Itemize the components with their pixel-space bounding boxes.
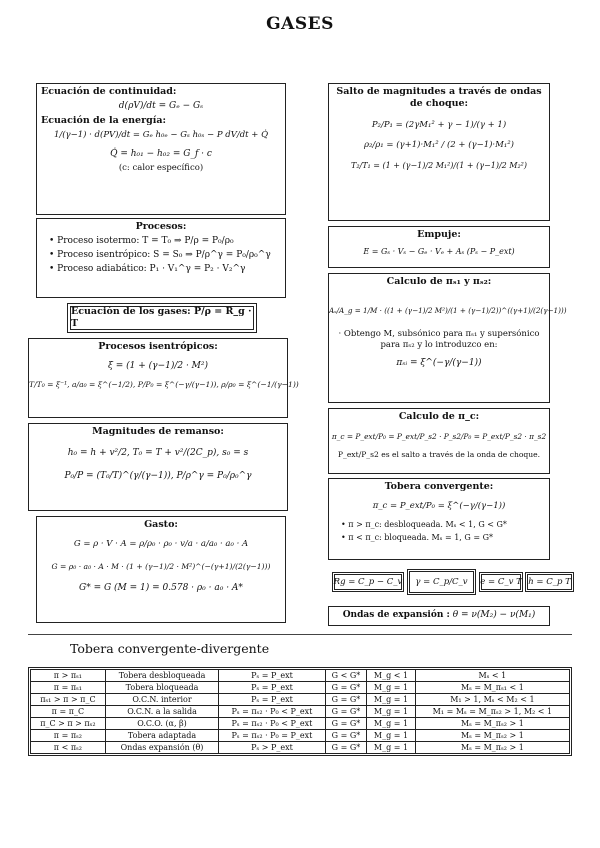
table-cell: G = G* bbox=[325, 718, 367, 730]
table-cell: Mₛ = M_πₛ₂ > 1 bbox=[415, 718, 569, 730]
table-row bbox=[31, 682, 570, 694]
table-cell: Ondas expansión (θ) bbox=[105, 742, 219, 754]
table-cell: M_g = 1 bbox=[367, 694, 416, 706]
table-cell: π = π_C bbox=[31, 706, 106, 718]
table-cell: G < G* bbox=[325, 670, 367, 682]
table-cell: Pₛ > P_ext bbox=[219, 742, 325, 754]
table-cell: M_g = 1 bbox=[367, 718, 416, 730]
empuje-title: Empuje: bbox=[417, 229, 461, 240]
tobera-convergente-item-text: π < π_c: bloqueada. Mₛ = 1, G = G* bbox=[348, 532, 493, 542]
salto-title: Salto de magnitudes a través de ondas de choque: bbox=[336, 86, 542, 109]
remanso-eq2: P₀/P = (T₀/T)^(γ/(γ−1)), P/ρ^γ = P₀/ρ₀^γ bbox=[64, 471, 252, 482]
proceso-adiabatico-text: Proceso adiabático: P₁ · V₁^γ = P₂ · V₂^γ bbox=[57, 264, 246, 275]
table-cell: Tobera adaptada bbox=[105, 730, 219, 742]
expansion-label: Ondas de expansión : bbox=[342, 610, 450, 621]
table-row bbox=[31, 730, 570, 742]
empuje-box bbox=[328, 226, 550, 268]
tobera-cd-table bbox=[30, 669, 570, 754]
table-cell: Pₛ = P_ext bbox=[219, 694, 325, 706]
calculo-pic-box bbox=[328, 408, 550, 474]
empuje-equation: E = Gₛ · Vₛ − Gₑ · Vₑ + Aₛ (Pₛ − P_ext) bbox=[363, 246, 515, 256]
salto-eq1: P₂/P₁ = (2γM₁² + γ − 1)/(γ + 1) bbox=[371, 119, 507, 130]
table-cell: M₁ > 1, Mₛ < M₂ < 1 bbox=[415, 694, 569, 706]
table-cell: G = G* bbox=[325, 682, 367, 694]
tobera-convergente-box bbox=[328, 478, 550, 560]
table-cell: Pₛ = πₛ₂ · P₀ < P_ext bbox=[219, 718, 325, 730]
relation-gamma: γ = C_p/C_v bbox=[409, 571, 474, 593]
table-row bbox=[31, 670, 570, 682]
isentropicos-box bbox=[28, 338, 299, 418]
table-cell: G = G* bbox=[325, 730, 367, 742]
xi-equation: ξ = (1 + (γ−1)/2 · M²) bbox=[107, 360, 209, 371]
remanso-eq1: h₀ = h + v²/2, T₀ = T + v²/(2C_p), s₀ = s bbox=[67, 447, 249, 458]
calculo-pi-text: · Obtengo M, subsónico para πₛ₁ y supersónico para πₛ₂ y lo introduzco en: bbox=[338, 328, 540, 350]
table-cell: M_g = 1 bbox=[367, 706, 416, 718]
table-cell: π_C > π > πₛ₂ bbox=[31, 718, 106, 730]
heat-note: (c: calor específico) bbox=[118, 162, 204, 173]
gasto-eq3: G* = G (M = 1) = 0.578 · ρ₀ · a₀ · A* bbox=[79, 582, 243, 593]
gasto-title: Gasto: bbox=[144, 519, 178, 530]
gasto-box bbox=[36, 516, 286, 623]
table-cell: Pₛ = πₛ₂ · P₀ < P_ext bbox=[219, 706, 325, 718]
table-cell: Pₛ = πₛ₂ · P₀ = P_ext bbox=[219, 730, 325, 742]
procesos-box bbox=[36, 218, 286, 298]
salto-eq2: ρ₂/ρ₁ = (γ+1)·M₁² / (2 + (γ−1)·M₁²) bbox=[364, 140, 514, 151]
table-cell: Pₛ = P_ext bbox=[219, 682, 325, 694]
table-cell: π = πₛ₂ bbox=[31, 730, 106, 742]
salto-box bbox=[328, 83, 550, 221]
procesos-title: Procesos: bbox=[135, 221, 187, 232]
table-cell: Tobera desbloqueada bbox=[105, 670, 219, 682]
area-ratio-equation: Aₛ/A_g = 1/M · ((1 + (γ−1)/2 M²)/(1 + (γ−1)/2))^((γ+1)/(2(γ−1))) bbox=[329, 305, 567, 315]
table-row bbox=[31, 718, 570, 730]
table-cell: G = G* bbox=[325, 694, 367, 706]
tobera-cd-title: Tobera convergente-divergente bbox=[70, 641, 270, 656]
table-cell: Tobera bloqueada bbox=[105, 682, 219, 694]
gasto-eq1: G = ρ · V · A = ρ/ρ₀ · ρ₀ · v/a · a/a₀ · a₀ · A bbox=[73, 538, 249, 549]
table-cell: Mₛ = M_πₛ₂ > 1 bbox=[415, 742, 569, 754]
relation-h: h = C_p T bbox=[527, 574, 572, 590]
section-divider bbox=[28, 634, 572, 635]
page-title: GASES bbox=[266, 14, 334, 34]
salto-eq3: T₂/T₁ = (1 + (γ−1)/2 M₁²)/(1 + (γ−1)/2 M₂²) bbox=[350, 161, 527, 170]
tobera-convergente-title: Tobera convergente: bbox=[384, 481, 494, 492]
proceso-isotermo: • Proceso isotermo: T = T₀ ⇒ P/ρ = P₀/ρ₀ bbox=[49, 235, 234, 246]
proceso-isotermo-text: Proceso isotermo: T = T₀ ⇒ P/ρ = P₀/ρ₀ bbox=[57, 235, 234, 246]
relation-e: e = C_v T bbox=[481, 574, 521, 590]
continuity-heading: Ecuación de continuidad: bbox=[41, 86, 177, 97]
table-cell: Mₛ = M_πₛ₁ < 1 bbox=[415, 682, 569, 694]
isentropicos-title: Procesos isentrópicos: bbox=[98, 341, 218, 352]
table-row bbox=[31, 706, 570, 718]
energy-heading: Ecuación de la energía: bbox=[41, 115, 167, 127]
tobera-convergente-eq: π_c = P_ext/P₀ = ξ^(−γ/(γ−1)) bbox=[372, 500, 506, 511]
pi-si-equation: πₛᵢ = ξ^(−γ/(γ−1)) bbox=[396, 358, 482, 369]
table-row bbox=[31, 742, 570, 754]
isentropic-ratios: T/T₀ = ξ⁻¹, a/a₀ = ξ^(−1/2), P/P₀ = ξ^(−γ/(γ−1)), ρ/ρ₀ = ξ^(−1/(γ−1)) bbox=[29, 380, 299, 390]
remanso-title: Magnitudes de remanso: bbox=[92, 426, 224, 437]
gases-equation-box bbox=[70, 306, 254, 330]
table-cell: M_g = 1 bbox=[367, 682, 416, 694]
table-cell: Pₛ = P_ext bbox=[219, 670, 325, 682]
calculo-pic-title: Calculo de π_c: bbox=[398, 411, 480, 422]
table-cell: Mₛ = M_πₛ₂ > 1 bbox=[415, 730, 569, 742]
relation-rg: Rg = C_p − C_v bbox=[334, 574, 402, 590]
energy-equation: 1/(γ−1) · d(PV)/dt = Gₑ h₀ₑ − Gₛ h₀ₛ − P dV/dt + Q̇ bbox=[53, 130, 269, 140]
table-cell: π > πₛ₁ bbox=[31, 670, 106, 682]
remanso-box bbox=[28, 423, 288, 511]
tobera-convergente-item-text: π > π_c: desbloqueada. Mₛ < 1, G < G* bbox=[348, 519, 507, 529]
heat-equation: Q̇ = h₀₁ − h₀₂ = G_f · c bbox=[110, 148, 212, 159]
pic-note: P_ext/P_s2 es el salto a través de la onda de choque. bbox=[337, 450, 541, 460]
proceso-isentropico: • Proceso isentrópico: S = S₀ ⇒ P/ρ^γ = P₀/ρ₀^γ bbox=[49, 250, 271, 261]
table-cell: M₁ = Mₛ = M_πₛ₂ > 1, M₂ < 1 bbox=[415, 706, 569, 718]
pic-equation: π_c = P_ext/P₀ = P_ext/P_s2 · P_s2/P₀ = P_ext/P_s2 · π_s2 bbox=[331, 431, 547, 441]
continuity-equation: d(ρV)/dt = Gₑ − Gₛ bbox=[118, 100, 204, 111]
table-cell: G = G* bbox=[325, 742, 367, 754]
calculo-pi-title: Calculo de πₛ₁ y πₛ₂: bbox=[386, 276, 492, 287]
tobera-convergente-item: • π > π_c: desbloqueada. Mₛ < 1, G < G* bbox=[341, 519, 507, 529]
table-cell: O.C.N. interior bbox=[105, 694, 219, 706]
expansion-box bbox=[328, 606, 550, 626]
calculo-pi-box bbox=[328, 273, 567, 403]
table-cell: G = G* bbox=[325, 706, 367, 718]
gasto-eq2: G = ρ₀ · a₀ · A · M · (1 + (γ−1)/2 · M²)^(−(γ+1)/(2(γ−1))) bbox=[51, 561, 271, 571]
tobera-cd-table-body bbox=[31, 670, 570, 754]
table-cell: Mₛ < 1 bbox=[415, 670, 569, 682]
table-cell: πₛ₁ > π > π_C bbox=[31, 694, 106, 706]
continuity-energy-box bbox=[36, 83, 286, 215]
table-cell: M_g = 1 bbox=[367, 730, 416, 742]
table-row bbox=[31, 694, 570, 706]
table-cell: M_g < 1 bbox=[367, 670, 416, 682]
proceso-adiabatico: • Proceso adiabático: P₁ · V₁^γ = P₂ · V₂^γ bbox=[49, 264, 246, 275]
proceso-isentropico-text: Proceso isentrópico: S = S₀ ⇒ P/ρ^γ = P₀/ρ₀^γ bbox=[57, 250, 271, 261]
table-cell: O.C.O. (α, β) bbox=[105, 718, 219, 730]
table-cell: π = πₛ₁ bbox=[31, 682, 106, 694]
gases-equation: Ecuación de los gases: P/ρ = R_g · T bbox=[71, 306, 252, 329]
table-cell: M_g = 1 bbox=[367, 742, 416, 754]
table-cell: O.C.N. a la salida bbox=[105, 706, 219, 718]
expansion-equation: θ = ν(M₂) − ν(M₁) bbox=[452, 610, 536, 621]
tobera-convergente-item: • π < π_c: bloqueada. Mₛ = 1, G = G* bbox=[341, 532, 493, 542]
table-cell: π < πₛ₂ bbox=[31, 742, 106, 754]
